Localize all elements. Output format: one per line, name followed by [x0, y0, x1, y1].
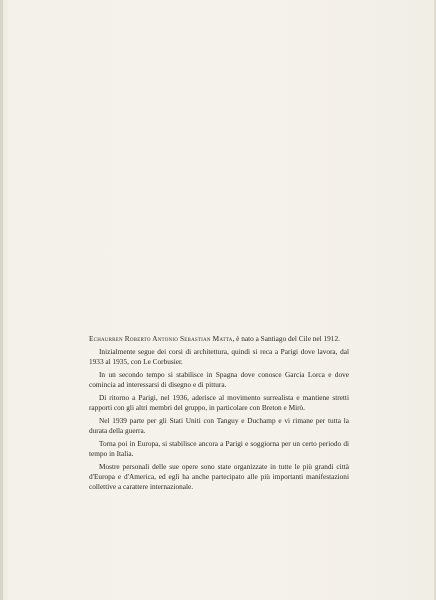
biography-paragraph-3: In un secondo tempo si stabilisce in Spagna dove conosce Garcia Lorca e dove comincia ad interessarsi di disegno e di pittura.: [89, 369, 349, 389]
page-edge-left: [0, 0, 3, 600]
biography-paragraph-4: Di ritorno a Parigi, nel 1936, aderisce al movimento surrealista e mantiene stretti rapporti con gli altri membri del gruppo, in particolare con Breton e Mirò.: [89, 392, 349, 412]
biography-text-block: [89, 334, 349, 495]
biography-paragraph-6: Torna poi in Europa, si stabilisce ancora a Parigi e soggiorna per un certo periodo di tempo in Italia.: [89, 438, 349, 458]
biography-paragraph-7: Mostre personali delle sue opere sono state organizzate in tutte le più grandi città d'Europa e d'America, ed egli ha anche partecipato alle più importanti manifestazioni collettive a carattere internazionale.: [89, 461, 349, 492]
artist-name: Echaurren Roberto Antonio Sebastian Matta: [89, 334, 233, 343]
biography-paragraph-5: Nel 1939 parte per gli Stati Uniti con Tanguy e Duchamp e vi rimane per tutta la durata della guerra.: [89, 415, 349, 435]
birth-sentence: , è nato a Santiago del Cile nel 1912.: [232, 334, 340, 343]
biography-paragraph-2: Inizialmente segue dei corsi di architettura, quindi si reca a Parigi dove lavora, dal 1933 al 1935, con Le Corbusier.: [89, 346, 349, 366]
biography-paragraph-1: [89, 334, 349, 344]
